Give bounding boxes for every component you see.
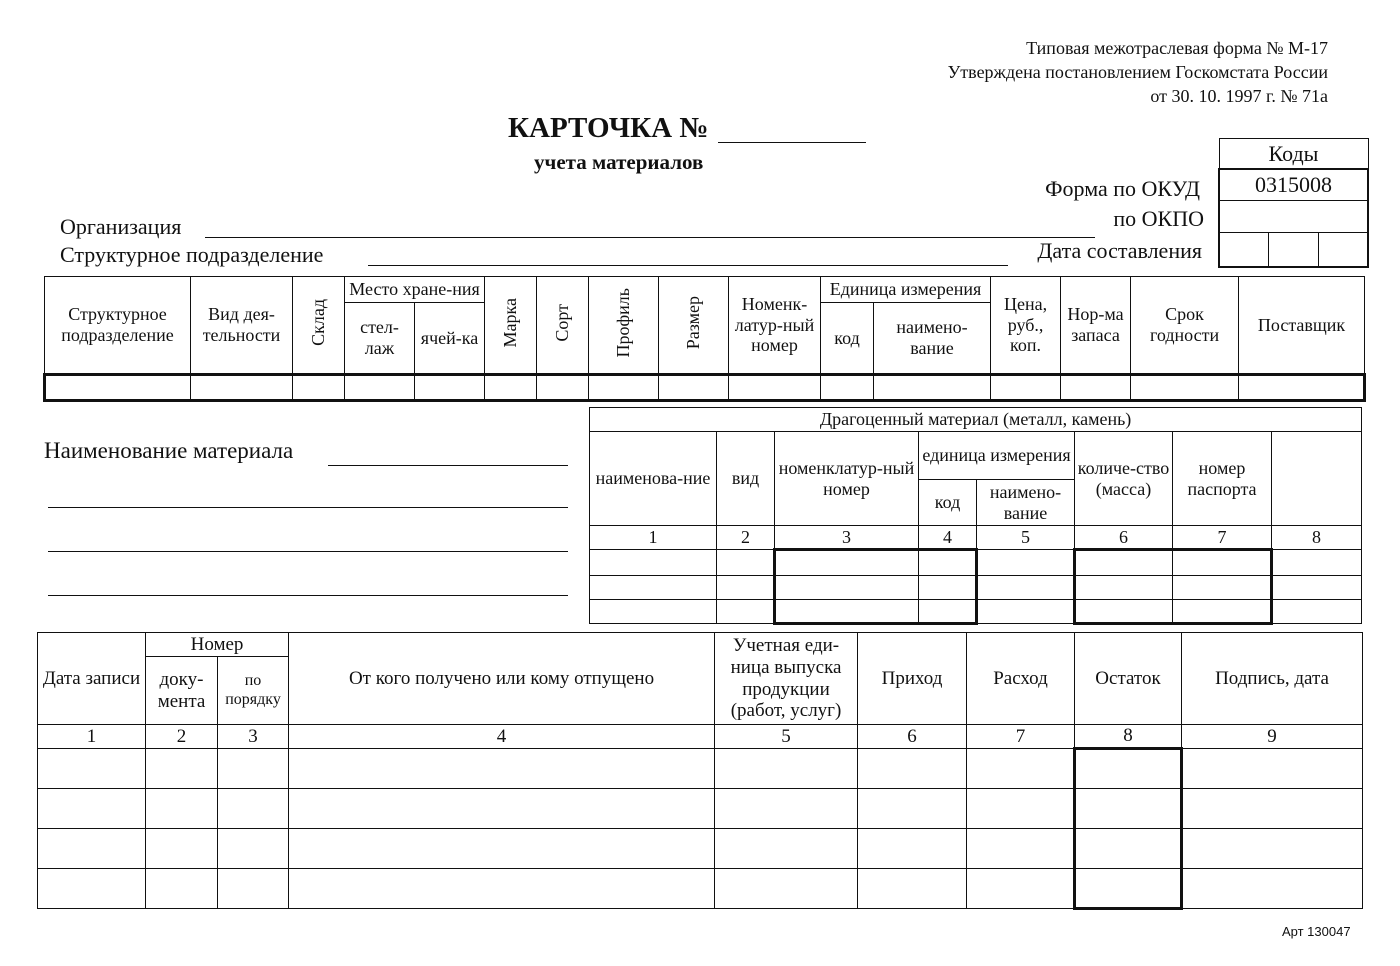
cell[interactable]: [218, 749, 289, 789]
col-number: 2: [717, 526, 775, 550]
cell[interactable]: [717, 576, 775, 600]
precious-material-table: [589, 407, 1362, 625]
cell[interactable]: [1173, 576, 1272, 600]
table-row: [38, 829, 1363, 869]
table-row: [590, 600, 1362, 624]
col-expense: Расход: [967, 633, 1075, 725]
cell[interactable]: [715, 789, 858, 829]
col-number-group: Номер: [146, 633, 289, 657]
cell[interactable]: [715, 869, 858, 909]
precious-material-title: Драгоценный материал (металл, камень): [590, 408, 1362, 432]
organization-label: Организация: [60, 214, 182, 239]
cell[interactable]: [289, 789, 715, 829]
pm-col-passport: номер паспорта: [1173, 432, 1272, 526]
cell[interactable]: [1075, 550, 1173, 576]
col-number: 9: [1182, 725, 1363, 749]
approval-line: Утверждена постановлением Госкомстата России: [947, 62, 1328, 82]
cell[interactable]: [293, 375, 345, 401]
cell[interactable]: [1182, 869, 1363, 909]
col-number: 1: [590, 526, 717, 550]
number-row: [38, 725, 1363, 749]
col-number: 6: [858, 725, 967, 749]
col-number: 7: [1173, 526, 1272, 550]
cell[interactable]: [415, 375, 485, 401]
cell[interactable]: [1182, 829, 1363, 869]
cell[interactable]: [590, 600, 717, 624]
cell[interactable]: [146, 869, 218, 909]
okpo-value[interactable]: [1219, 201, 1368, 233]
cell[interactable]: [1075, 869, 1182, 909]
col-from-to: От кого получено или кому отпущено: [289, 633, 715, 725]
cell[interactable]: [919, 600, 977, 624]
material-name-line-4[interactable]: [48, 574, 568, 596]
movement-records-table: [37, 632, 1363, 910]
card-title: КАРТОЧКА №: [508, 112, 709, 144]
organization-field[interactable]: [205, 214, 1095, 238]
cell[interactable]: [1075, 789, 1182, 829]
col-nomenclature: Номенк-латур-ный номер: [729, 277, 821, 375]
col-number: 4: [919, 526, 977, 550]
article-number: Арт 130047: [1282, 924, 1351, 939]
table-row: [38, 749, 1363, 789]
col-unit-code: код: [821, 303, 874, 375]
col-warehouse: Склад: [308, 299, 329, 347]
cell[interactable]: [775, 576, 919, 600]
col-norm: Нор-ма запаса: [1061, 277, 1131, 375]
cell[interactable]: [485, 375, 537, 401]
cell[interactable]: [967, 789, 1075, 829]
cell[interactable]: [858, 749, 967, 789]
col-cell: ячей-ка: [415, 303, 485, 375]
cell[interactable]: [919, 576, 977, 600]
table-row: [45, 375, 1365, 401]
cell[interactable]: [919, 550, 977, 576]
pm-col-unit-code: код: [919, 480, 977, 526]
cell[interactable]: [45, 375, 191, 401]
cell[interactable]: [717, 550, 775, 576]
col-unit: Единица измерения: [821, 277, 991, 303]
pm-col-unit-name: наимено-вание: [977, 480, 1075, 526]
pm-col-quantity: количе-ство (масса): [1075, 432, 1173, 526]
cell[interactable]: [289, 869, 715, 909]
cell[interactable]: [715, 749, 858, 789]
col-number: 1: [38, 725, 146, 749]
pm-col-name: наименова-ние: [590, 432, 717, 526]
cell[interactable]: [1061, 375, 1131, 401]
cell[interactable]: [218, 789, 289, 829]
col-storage-place: Место хране-ния: [345, 277, 485, 303]
col-unit-name: наимено-вание: [874, 303, 991, 375]
col-brand: Марка: [500, 297, 521, 348]
cell[interactable]: [775, 550, 919, 576]
col-shelf-life: Срок годности: [1131, 277, 1239, 375]
cell[interactable]: [967, 749, 1075, 789]
material-name-line-3[interactable]: [48, 530, 568, 552]
cell[interactable]: [977, 576, 1075, 600]
cell[interactable]: [1075, 829, 1182, 869]
codes-box: [1218, 138, 1369, 268]
col-grade: Сорт: [552, 303, 573, 342]
cell[interactable]: [537, 375, 589, 401]
pm-col-kind: вид: [717, 432, 775, 526]
col-number: 3: [218, 725, 289, 749]
table-row: [590, 576, 1362, 600]
cell[interactable]: [38, 749, 146, 789]
cell[interactable]: [146, 749, 218, 789]
pm-col-unit: единица измерения: [919, 432, 1075, 480]
form-approval-note: [860, 36, 1328, 108]
col-number: 7: [967, 725, 1075, 749]
col-number: 2: [146, 725, 218, 749]
cell[interactable]: [1182, 789, 1363, 829]
cell[interactable]: [146, 829, 218, 869]
pm-col-8: [1272, 432, 1362, 526]
col-number: 8: [1075, 725, 1182, 749]
material-name-field[interactable]: [328, 440, 568, 466]
col-number: 3: [775, 526, 919, 550]
cell[interactable]: [1272, 550, 1362, 576]
cell[interactable]: [858, 789, 967, 829]
cell[interactable]: [1239, 375, 1365, 401]
cell[interactable]: [146, 789, 218, 829]
date-day-cell[interactable]: [1219, 233, 1269, 267]
cell[interactable]: [38, 829, 146, 869]
col-struct-division: Структурное подразделение: [45, 277, 191, 375]
cell[interactable]: [1075, 576, 1173, 600]
form-type-line: Типовая межотраслевая форма № М-17: [1026, 38, 1328, 58]
approval-date-line: от 30. 10. 1997 г. № 71а: [1150, 86, 1328, 106]
col-order: по порядку: [218, 657, 289, 725]
cell[interactable]: [1272, 576, 1362, 600]
cell[interactable]: [858, 829, 967, 869]
col-number: 8: [1272, 526, 1362, 550]
table-row: [38, 789, 1363, 829]
card-number-field[interactable]: [718, 114, 866, 143]
col-number: 6: [1075, 526, 1173, 550]
cell[interactable]: [858, 869, 967, 909]
table-row: [590, 550, 1362, 576]
cell[interactable]: [38, 869, 146, 909]
okpo-label: по ОКПО: [1113, 206, 1204, 231]
date-year-cell[interactable]: [1318, 233, 1368, 267]
cell[interactable]: [967, 829, 1075, 869]
cell[interactable]: [991, 375, 1061, 401]
cell[interactable]: [1075, 749, 1182, 789]
cell[interactable]: [289, 829, 715, 869]
cell[interactable]: [977, 550, 1075, 576]
okud-value: 0315008: [1219, 169, 1368, 201]
cell[interactable]: [590, 576, 717, 600]
cell[interactable]: [775, 600, 919, 624]
cell[interactable]: [1272, 600, 1362, 624]
card-subtitle: учета материалов: [534, 150, 704, 174]
col-size: Размер: [683, 296, 704, 350]
cell[interactable]: [289, 749, 715, 789]
cell[interactable]: [729, 375, 821, 401]
date-month-cell[interactable]: [1269, 233, 1319, 267]
cell[interactable]: [874, 375, 991, 401]
cell[interactable]: [191, 375, 293, 401]
cell[interactable]: [1075, 600, 1173, 624]
cell[interactable]: [1131, 375, 1239, 401]
cell[interactable]: [590, 550, 717, 576]
col-balance: Остаток: [1075, 633, 1182, 725]
department-label: Структурное подразделение: [60, 242, 324, 267]
col-number: 4: [289, 725, 715, 749]
col-income: Приход: [858, 633, 967, 725]
pm-col-nomenclature: номенклатур-ный номер: [775, 432, 919, 526]
okud-label: Форма по ОКУД: [1045, 176, 1200, 201]
material-name-line-2[interactable]: [48, 486, 568, 508]
cell[interactable]: [345, 375, 415, 401]
pm-number-row: [590, 526, 1362, 550]
cell[interactable]: [1173, 600, 1272, 624]
col-record-date: Дата записи: [38, 633, 146, 725]
cell[interactable]: [218, 869, 289, 909]
col-price: Цена, руб., коп.: [991, 277, 1061, 375]
cell[interactable]: [218, 829, 289, 869]
cell[interactable]: [717, 600, 775, 624]
col-number: 5: [715, 725, 858, 749]
col-number: 5: [977, 526, 1075, 550]
date-label: Дата составления: [1037, 238, 1202, 263]
cell[interactable]: [821, 375, 874, 401]
department-field[interactable]: [368, 242, 1008, 266]
cell[interactable]: [977, 600, 1075, 624]
col-supplier: Поставщик: [1239, 277, 1365, 375]
material-name-label: Наименование материала: [44, 438, 294, 463]
material-attributes-table: [43, 276, 1366, 402]
cell[interactable]: [1182, 749, 1363, 789]
col-accounting-unit: Учетная еди-ница выпуска продукции (работ, услуг): [715, 633, 858, 725]
cell[interactable]: [967, 869, 1075, 909]
col-signature: Подпись, дата: [1182, 633, 1363, 725]
cell[interactable]: [1173, 550, 1272, 576]
col-activity: Вид дея-тельности: [191, 277, 293, 375]
codes-header: Коды: [1219, 139, 1368, 169]
cell[interactable]: [589, 375, 659, 401]
cell[interactable]: [715, 829, 858, 869]
cell[interactable]: [659, 375, 729, 401]
col-rack: стел-лаж: [345, 303, 415, 375]
table-row: [38, 869, 1363, 909]
col-profile: Профиль: [613, 287, 634, 358]
cell[interactable]: [38, 789, 146, 829]
col-document: доку-мента: [146, 657, 218, 725]
